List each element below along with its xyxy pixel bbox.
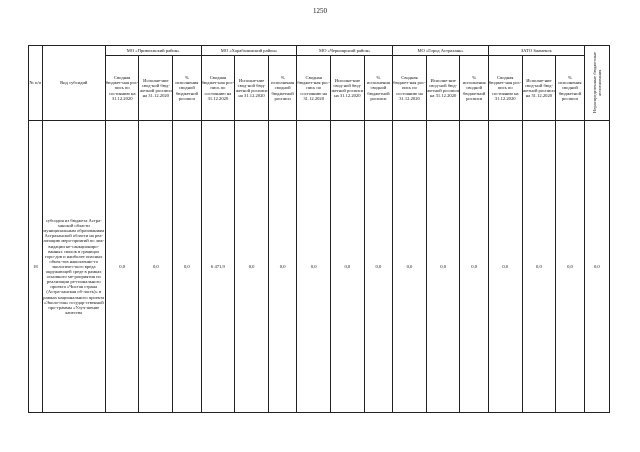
header-budget: Сводная бюджет-ная рос-пись по состоянию на 31.12.2020 — [488, 56, 522, 121]
header-execution: Исполне-ние свод-ной бюд-жетной росписи на 31.12.2020 — [235, 56, 269, 121]
value-cell: 0,0 — [235, 121, 269, 413]
header-execution: Исполне-ние свод-ной бюд-жетной росписи на 31.12.2020 — [426, 56, 460, 121]
header-kind: Вид субсидий — [42, 46, 105, 121]
value-cell: 0,0 — [268, 121, 296, 413]
undistributed-value: 0,0 — [584, 121, 609, 413]
header-undistributed-label: Нераспределенные бюджетные ассигнования — [591, 52, 602, 114]
value-cell: 0,0 — [488, 121, 522, 413]
header-percent: % исполнения сводной бюджетной росписи — [556, 56, 584, 121]
header-row-number: № п/п — [29, 46, 43, 121]
value-cell: 6 471,9 — [201, 121, 235, 413]
header-budget: Сводная бюджет-ная рос-пись по состоянию на 31.12.2020 — [201, 56, 235, 121]
value-cell: 0,0 — [556, 121, 584, 413]
header-percent: % исполнения сводной бюджетной росписи — [364, 56, 392, 121]
header-region: МО «Город Астрахань» — [393, 46, 489, 56]
value-cell: 0,0 — [331, 121, 365, 413]
value-cell: 0,0 — [460, 121, 488, 413]
header-execution: Исполне-ние свод-ной бюд-жетной росписи на 31.12.2020 — [139, 56, 173, 121]
header-percent: % исполнения сводной бюджетной росписи — [173, 56, 201, 121]
value-cell: 0,0 — [522, 121, 556, 413]
header-undistributed — [584, 46, 609, 121]
value-cell: 0,0 — [173, 121, 201, 413]
header-execution: Исполне-ние свод-ной бюд-жетной росписи на 31.12.2020 — [522, 56, 556, 121]
value-cell: 0,0 — [297, 121, 331, 413]
table-row — [29, 121, 610, 413]
header-percent: % исполнения сводной бюджетной росписи — [460, 56, 488, 121]
value-cell: 0,0 — [105, 121, 139, 413]
row-number: 18 — [29, 121, 43, 413]
header-region: МО «Харабалинский район» — [201, 46, 297, 56]
header-region: МО «Черноярский район» — [297, 46, 393, 56]
header-budget: Сводная бюджет-ная рос-пись по состоянию на 31.12.2020 — [297, 56, 331, 121]
header-region: МО «Приволжский район» — [105, 46, 201, 56]
header-region: ЗАТО Знаменск — [488, 46, 584, 56]
page-number: 1250 — [313, 7, 327, 15]
value-cell: 0,0 — [139, 121, 173, 413]
header-execution: Исполне-ние свод-ной бюд-жетной росписи на 31.12.2020 — [331, 56, 365, 121]
header-budget: Сводная бюджет-ная рос-пись по состоянию на 31.12.2020 — [105, 56, 139, 121]
subsidy-description: субсидия из бюджета Астра-ханской области муниципальным образованиям Астраханской области на реа-лизацию меро-приятий по лик-видации не-санкциониро-ванных свалок в границах горо-дов и наиболее опасных объек-тов накопленно-го экологичес-кого вреда окружающей среде в рамках основного ме-роприятия по реализации ре-гионального проекта «Чистая страна (Астра-ханская об-ласть)» в рамках национального проекта «Эколо-гия» государ-ственной про-граммы «Улуч-шение качества — [42, 121, 105, 413]
header-percent: % исполнения сводной бюджетной росписи — [268, 56, 296, 121]
value-cell: 0,0 — [364, 121, 392, 413]
value-cell: 0,0 — [426, 121, 460, 413]
header-budget: Сводная бюджет-ная рос-пись по состоянию на 31.12.2020 — [393, 56, 427, 121]
value-cell: 0,0 — [393, 121, 427, 413]
subsidy-table — [28, 45, 610, 413]
